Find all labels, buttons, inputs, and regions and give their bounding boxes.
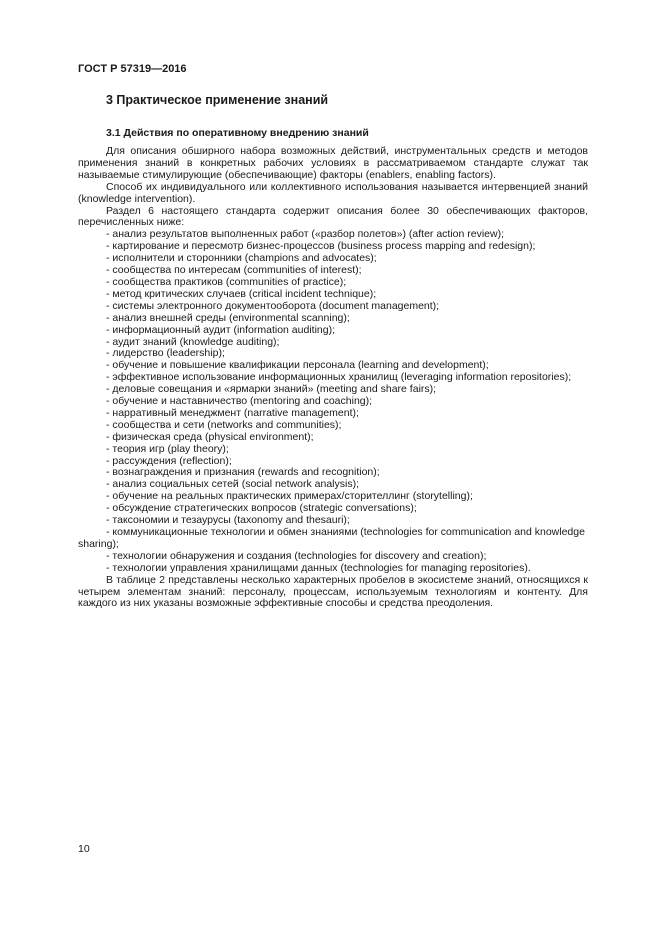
paragraph-table-reference: В таблице 2 представлены несколько характерных пробелов в экосистеме знаний, относящихся к четырем элементам знаний: персоналу, процессам, используемым технологиям и контенту. Для каждого из них указаны возможные эффективные способы и средства преодоления. [78, 573, 588, 610]
list-item: - сообщества и сети (networks and communities); [78, 420, 588, 432]
list-item: - аудит знаний (knowledge auditing); [78, 337, 588, 349]
list-item: - сообщества по интересам (communities of interest); [78, 265, 588, 277]
list-item: - анализ внешней среды (environmental scanning); [78, 313, 588, 325]
list-item: - исполнители и сторонники (champions and advocates); [78, 253, 588, 265]
section-title: 3 Практическое применение знаний [106, 93, 329, 107]
list-item: - системы электронного документооборота (document management); [78, 301, 588, 313]
list-item: - метод критических случаев (critical incident technique); [78, 289, 588, 301]
list-item: - анализ результатов выполненных работ («разбор полетов») (after action review); [78, 229, 588, 241]
list-item: - нарративный менеджмент (narrative management); [78, 408, 588, 420]
paragraph-knowledge-intervention: Способ их индивидуального или коллективного использования называется интервенцией знаний (knowledge intervention). [78, 180, 588, 205]
list-item: - физическая среда (physical environment); [78, 432, 588, 444]
page-number: 10 [78, 843, 90, 855]
list-item: - эффективное использование информационных хранилищ (leveraging information repositories); [78, 372, 588, 384]
list-item: - коммуникационные технологии и обмен знаниями (technologies for communication and knowledge sharing); [78, 527, 588, 551]
list-item: - теория игр (play theory); [78, 444, 588, 456]
list-item: - вознаграждения и признания (rewards and recognition); [78, 467, 588, 479]
paragraph-list-intro: Раздел 6 настоящего стандарта содержит описания более 30 обеспечивающих факторов, перечисленных ниже: [78, 204, 588, 229]
body-text [78, 146, 588, 610]
list-item: - рассуждения (reflection); [78, 456, 588, 468]
paragraph-enablers-intro: Для описания обширного набора возможных действий, инструментальных средств и методов применения знаний в конкретных рабочих условиях в рассматриваемом стандарте служат так называемые стимулирующие (обеспечивающие) факторы (enablers, enabling factors). [78, 145, 588, 181]
list-item: - обучение на реальных практических примерах/сторителлинг (storytelling); [78, 491, 588, 503]
list-item: - информационный аудит (information auditing); [78, 325, 588, 337]
list-item: - лидерство (leadership); [78, 348, 588, 360]
list-item: - деловые совещания и «ярмарки знаний» (meeting and share fairs); [78, 384, 588, 396]
list-item: - обсуждение стратегических вопросов (strategic conversations); [78, 503, 588, 515]
list-item: - технологии управления хранилищами данных (technologies for managing repositories). [78, 563, 588, 575]
enablers-list [78, 229, 588, 574]
list-item: - обучение и наставничество (mentoring and coaching); [78, 396, 588, 408]
list-item: - обучение и повышение квалификации персонала (learning and development); [78, 360, 588, 372]
list-item: - картирование и пересмотр бизнес-процессов (business process mapping and redesign); [78, 241, 588, 253]
list-item: - анализ социальных сетей (social network analysis); [78, 479, 588, 491]
list-item: - таксономии и тезаурусы (taxonomy and thesauri); [78, 515, 588, 527]
list-item: - технологии обнаружения и создания (technologies for discovery and creation); [78, 551, 588, 563]
subsection-title: 3.1 Действия по оперативному внедрению знаний [106, 127, 369, 139]
document-header: ГОСТ Р 57319—2016 [78, 63, 187, 75]
list-item: - сообщества практиков (communities of practice); [78, 277, 588, 289]
